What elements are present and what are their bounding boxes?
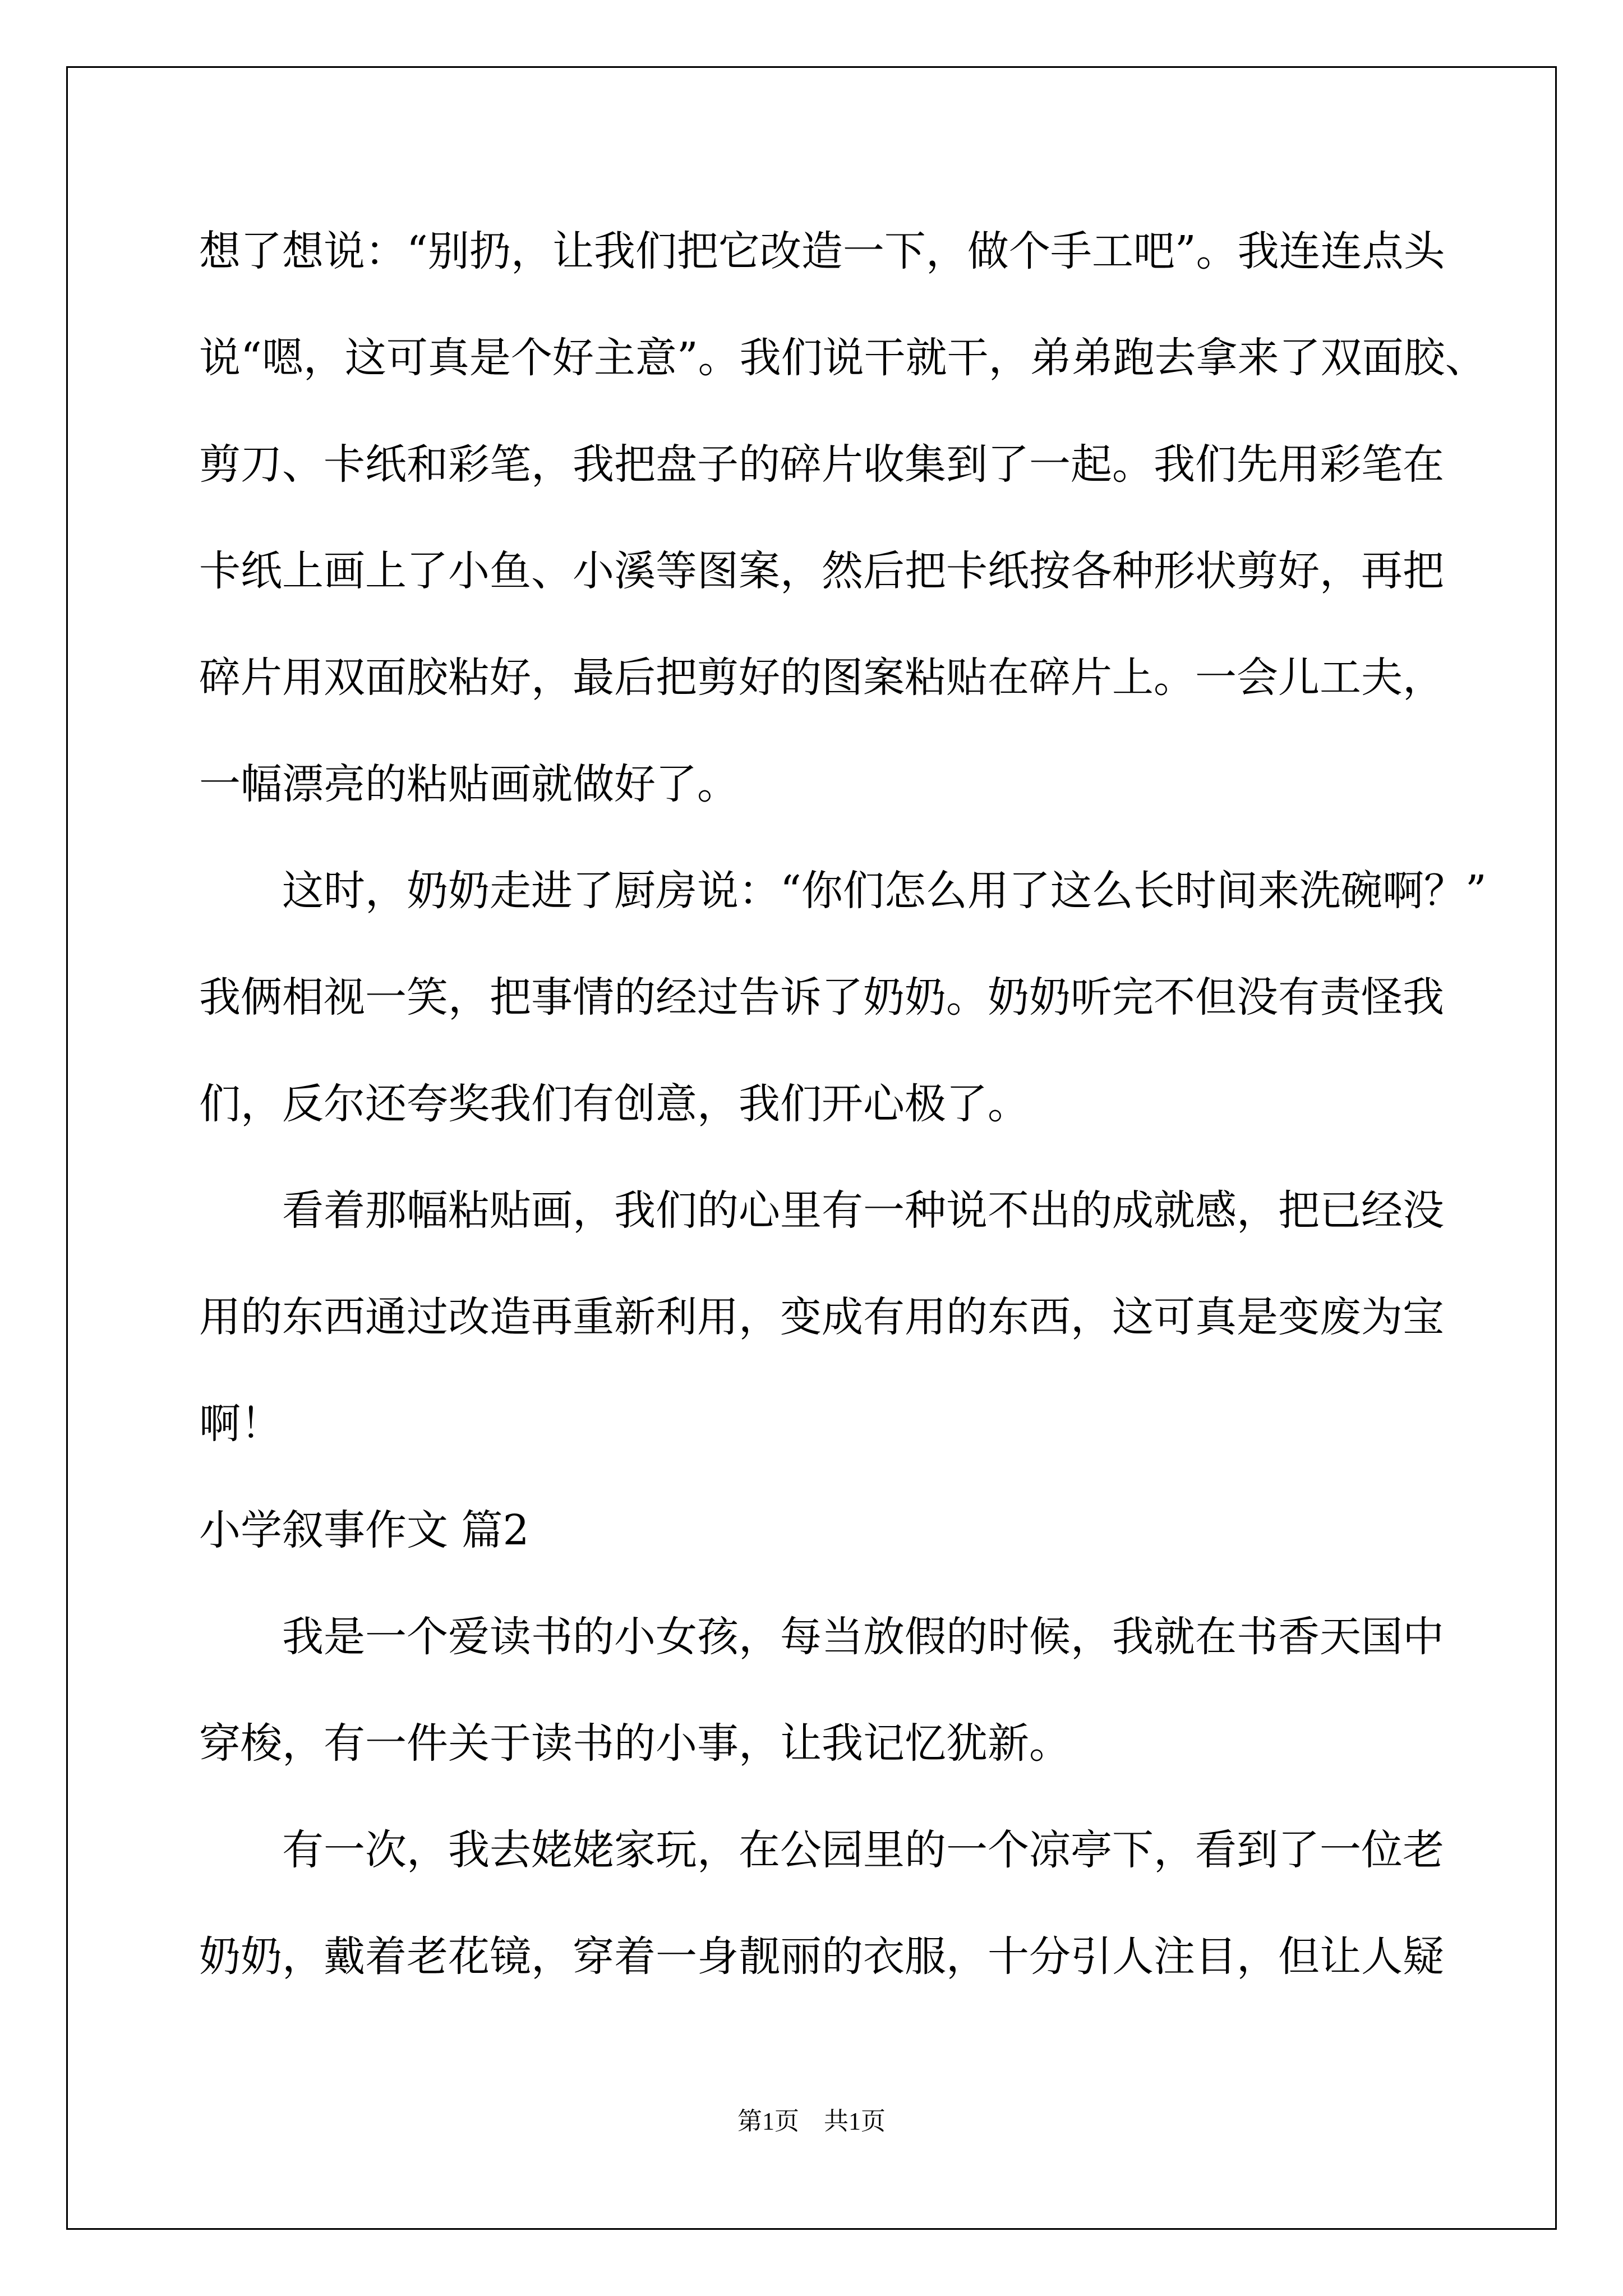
page-footer: 第1页 共1页 bbox=[737, 2108, 886, 2135]
text-line: 一幅漂亮的粘贴画就做好了。 bbox=[199, 760, 739, 808]
text-line: 看着那幅粘贴画，我们的心里有一种说不出的成就感，把已经没 bbox=[282, 1186, 1444, 1235]
text-line: 有一次，我去姥姥家玩，在公园里的一个凉亭下，看到了一位老 bbox=[282, 1826, 1444, 1874]
document-body bbox=[199, 218, 1487, 2030]
text-line: 用的东西通过改造再重新利用，变成有用的东西，这可真是变废为宝 bbox=[199, 1293, 1444, 1341]
text-line: 想了想说：“别扔，让我们把它改造一下，做个手工吧”。我连连点头 bbox=[199, 227, 1445, 275]
text-line: 我是一个爱读书的小女孩，每当放假的时候，我就在书香天国中 bbox=[282, 1613, 1444, 1661]
text-line: 碎片用双面胶粘好，最后把剪好的图案粘贴在碎片上。一会儿工夫， bbox=[199, 654, 1444, 702]
text-line: 啊！ bbox=[199, 1400, 282, 1448]
text-line: 说“嗯，这可真是个好主意”。我们说干就干，弟弟跑去拿来了双面胶、 bbox=[199, 334, 1487, 382]
section-heading: 小学叙事作文 篇2 bbox=[199, 1506, 529, 1554]
text-line: 卡纸上画上了小鱼、小溪等图案，然后把卡纸按各种形状剪好，再把 bbox=[199, 547, 1444, 595]
text-line: 剪刀、卡纸和彩笔，我把盘子的碎片收集到了一起。我们先用彩笔在 bbox=[199, 440, 1444, 489]
text-line: 穿梭，有一件关于读书的小事，让我记忆犹新。 bbox=[199, 1719, 1071, 1768]
text-line: 我俩相视一笑，把事情的经过告诉了奶奶。奶奶听完不但没有责怪我 bbox=[199, 973, 1444, 1022]
text-line: 奶奶，戴着老花镜，穿着一身靓丽的衣服，十分引人注目，但让人疑 bbox=[199, 1932, 1444, 1981]
text-line: 这时，奶奶走进了厨房说：“你们怎么用了这么长时间来洗碗啊？” bbox=[282, 867, 1487, 915]
text-line: 们，反尔还夸奖我们有创意，我们开心极了。 bbox=[199, 1080, 1029, 1128]
